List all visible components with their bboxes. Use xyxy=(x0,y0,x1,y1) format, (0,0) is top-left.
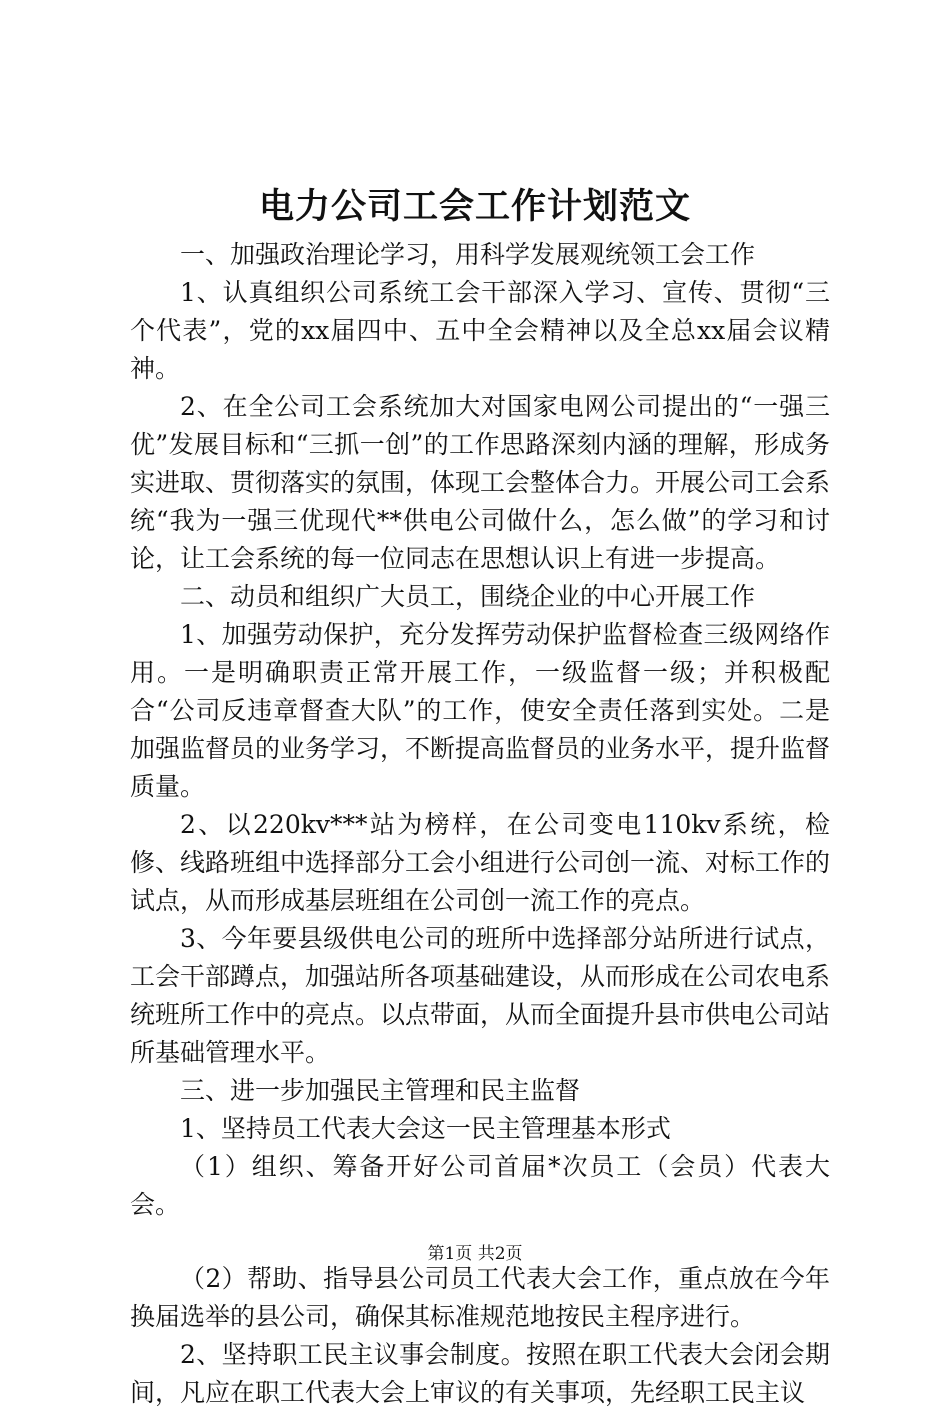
paragraph: （2）帮助、指导县公司员工代表大会工作，重点放在今年换届选举的县公司，确保其标准规范地按民主程序进行。 xyxy=(130,1264,830,1331)
paragraph: 2、坚持职工民主议事会制度。按照在职工代表大会闭会期间，凡应在职工代表大会上审议的有关事项，先经职工民主议 xyxy=(130,1340,830,1407)
paragraph: 1、认真组织公司系统工会干部深入学习、宣传、贯彻“三个代表”，党的xx届四中、五中全会精神以及全总xx届会议精神。 xyxy=(130,278,830,383)
paragraph: 1、坚持员工代表大会这一民主管理基本形式 xyxy=(180,1114,671,1143)
paragraph: 3、今年要县级供电公司的班所中选择部分站所进行试点，工会干部蹲点，加强站所各项基础建设，从而形成在公司农电系统班所工作中的亮点。以点带面，从而全面提升县市供电公司站所基础管理水平。 xyxy=(130,924,831,1067)
section-heading-3: 三、进一步加强民主管理和民主监督 xyxy=(180,1076,581,1105)
paragraph: 2、在全公司工会系统加大对国家电网公司提出的“一强三优”发展目标和“三抓一创”的工作思路深刻内涵的理解，形成务实进取、贯彻落实的氛围，体现工会整体合力。开展公司工会系统“我为一强三优现代**供电公司做什么，怎么做”的学习和讨论，让工会系统的每一位同志在思想认识上有进一步提高。 xyxy=(130,392,831,573)
paragraph: 2、以220kv***站为榜样，在公司变电110kv系统，检修、线路班组中选择部分工会小组进行公司创一流、对标工作的试点，从而形成基层班组在公司创一流工作的亮点。 xyxy=(130,810,831,915)
section-heading-1: 一、加强政治理论学习，用科学发展观统领工会工作 xyxy=(180,240,756,269)
document-title: 电力公司工会工作计划范文 xyxy=(258,186,691,227)
page-footer: 第1页 共2页 xyxy=(427,1244,523,1264)
document-body xyxy=(130,236,830,1412)
paragraph: 1、加强劳动保护，充分发挥劳动保护监督检查三级网络作用。一是明确职责正常开展工作，一级监督一级；并积极配合“公司反违章督查大队”的工作，使安全责任落到实处。二是加强监督员的业务学习，不断提高监督员的业务水平，提升监督质量。 xyxy=(130,620,831,801)
section-heading-2: 二、动员和组织广大员工，围绕企业的中心开展工作 xyxy=(180,582,756,611)
paragraph: （1）组织、筹备开好公司首届*次员工（会员）代表大会。 xyxy=(130,1152,830,1219)
